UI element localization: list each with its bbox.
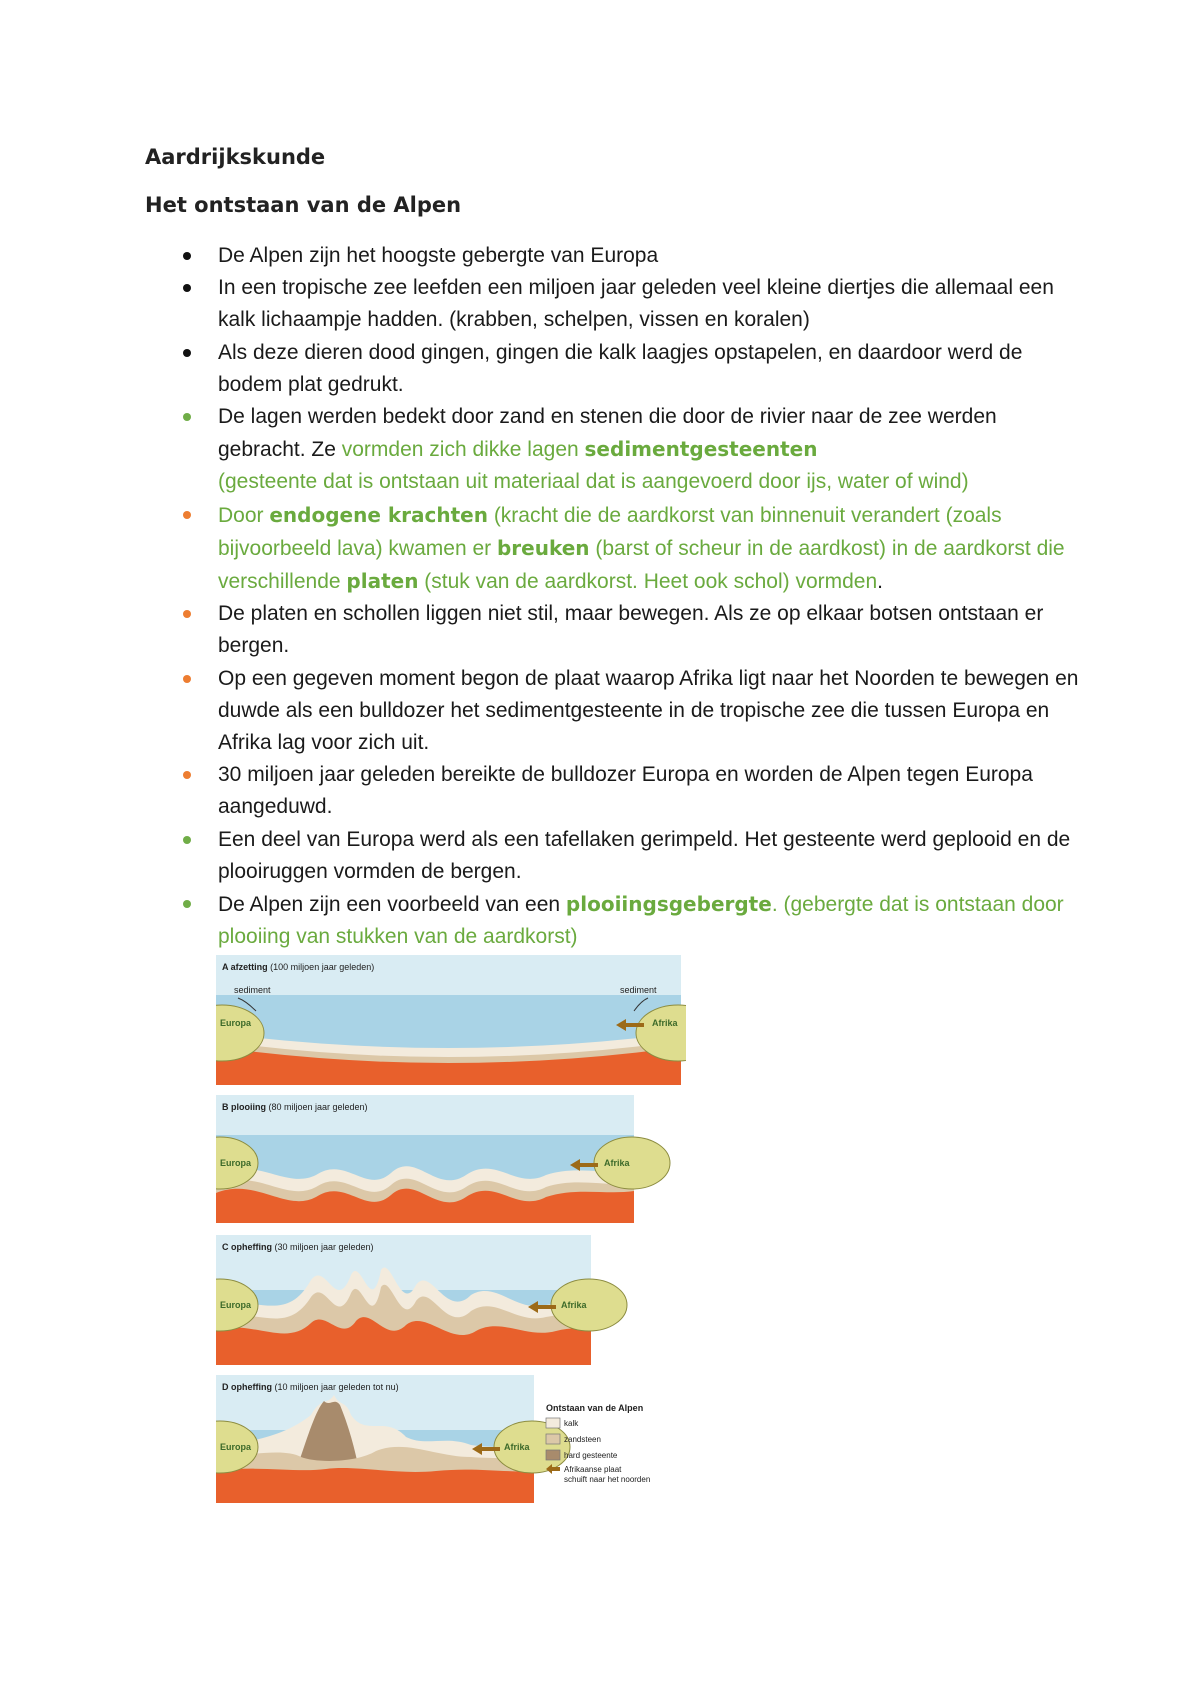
svg-text:schuift naar het noorden: schuift naar het noorden [564,1475,651,1484]
svg-text:Europa: Europa [220,1158,252,1168]
svg-text:Afrika: Afrika [604,1158,630,1168]
panel-d [216,1375,570,1503]
svg-text:C opheffing (30 miljoen jaar g: C opheffing (30 miljoen jaar geleden) [222,1242,374,1252]
bullet-icon [183,413,191,421]
term-breuken: breuken [496,535,590,560]
svg-text:Afrika: Afrika [652,1018,678,1028]
bullet-icon [183,610,191,618]
svg-text:Europa: Europa [220,1018,252,1028]
svg-text:Afrikaanse plaat: Afrikaanse plaat [564,1465,622,1474]
term-platen: platen [346,569,419,594]
panel-c [216,1235,627,1365]
svg-text:B plooiing (80 miljoen jaar ge: B plooiing (80 miljoen jaar geleden) [222,1102,368,1112]
list-item: Door endogene krachten (kracht die de aardkorst van binnenuit verandert (zoals bijvoorbeeld lava) kwamen er breuken (barst of scheur in de aardkost) in de aardkorst die verschillende platen (stuk van de aardkorst. Heet ook schol) vormden. [145,499,1085,599]
bullet-list [145,240,1085,953]
bullet-icon [183,675,191,683]
svg-text:D opheffing (10 miljoen jaar g: D opheffing (10 miljoen jaar geleden tot nu) [222,1382,399,1392]
list-item: De lagen werden bedekt door zand en stenen die door de rivier naar de zee werden gebracht. Ze vormden zich dikke lagen sedimentgesteenten (gesteente dat is ontstaan uit materiaal dat is aangevoerd door ijs, water of wind) [145,401,1085,499]
svg-text:Afrika: Afrika [561,1300,587,1310]
svg-text:kalk: kalk [564,1419,579,1428]
legend-swatch-kalk [546,1418,560,1428]
list-item: In een tropische zee leefden een miljoen jaar geleden veel kleine diertjes die allemaal een kalk lichaampje hadden. (krabben, schelpen, vissen en koralen) [145,272,1085,336]
svg-text:A afzetting (100 miljoen jaar: A afzetting (100 miljoen jaar geleden) [222,962,375,972]
svg-text:Europa: Europa [220,1442,252,1452]
svg-text:sediment: sediment [620,985,657,995]
svg-text:sediment: sediment [234,985,271,995]
alps-formation-diagram [216,955,686,1505]
term-plooiingsgebergte: plooiingsgebergte [565,892,772,917]
term-sedimentgesteenten: sedimentgesteenten [584,437,818,462]
panel-a [216,955,686,1085]
page-title: Het ontstaan van de Alpen [145,193,462,217]
svg-text:Afrika: Afrika [504,1442,530,1452]
svg-text:hard gesteente: hard gesteente [564,1451,618,1460]
bullet-icon [183,284,191,292]
bullet-icon [183,771,191,779]
bullet-icon [183,900,191,908]
panel-b [216,1095,670,1223]
list-item: De Alpen zijn het hoogste gebergte van Europa [145,240,1085,272]
bullet-icon [183,511,191,519]
list-item: 30 miljoen jaar geleden bereikte de bulldozer Europa en worden de Alpen tegen Europa aangeduwd. [145,759,1085,823]
list-item: De platen en schollen liggen niet stil, maar bewegen. Als ze op elkaar botsen ontstaan er bergen. [145,598,1085,662]
svg-text:Europa: Europa [220,1300,252,1310]
legend-swatch-hard [546,1450,560,1460]
bullet-icon [183,349,191,357]
bullet-icon [183,252,191,260]
svg-text:zandsteen: zandsteen [564,1435,601,1444]
list-item: Op een gegeven moment begon de plaat waarop Afrika ligt naar het Noorden te bewegen en duwde als een bulldozer het sedimentgesteente in de tropische zee die tussen Europa en Afrika lag voor zich uit. [145,663,1085,760]
list-item: De Alpen zijn een voorbeeld van een plooiingsgebergte. (gebergte dat is ontstaan door plooiing van stukken van de aardkorst) [145,888,1085,953]
svg-text:Ontstaan van de Alpen: Ontstaan van de Alpen [546,1403,644,1413]
subject-heading: Aardrijkskunde [145,145,326,169]
term-endogene-krachten: endogene krachten [269,502,488,527]
list-item: Een deel van Europa werd als een tafellaken gerimpeld. Het gesteente werd geplooid en de plooiruggen vormden de bergen. [145,824,1085,888]
bullet-icon [183,836,191,844]
legend-swatch-zandsteen [546,1434,560,1444]
list-item: Als deze dieren dood gingen, gingen die kalk laagjes opstapelen, en daardoor werd de bodem plat gedrukt. [145,337,1085,401]
